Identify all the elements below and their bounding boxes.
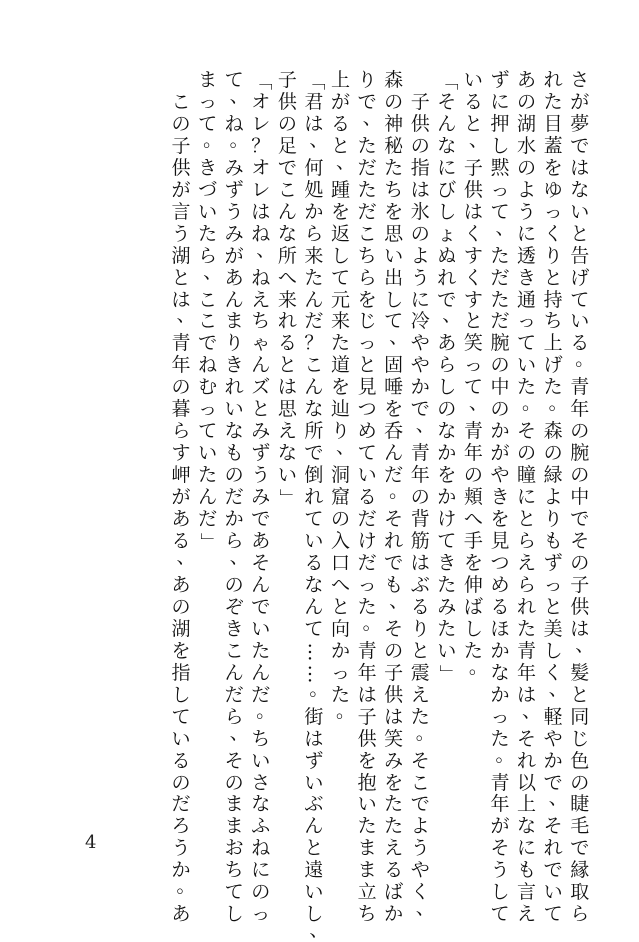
text-column: 森 の 神 秘 た ち を 思 い 出 し て 、 固 唾 を 呑 ん だ 。 そ れ で も 、 そ の 子 供 は 笑 み を た た え る ば か xyxy=(384,69,409,926)
page-number: 4 xyxy=(85,832,97,853)
text-column: ず に 押 し 黙 っ て 、 た だ た だ 腕 の 中 の か が や き を 見 つ め る ほ か な か っ た 。 青 年 が そ う し て xyxy=(490,69,515,926)
text-column: 「 君 は 、 何 処 か ら 来 た ん だ ？ こ ん な 所 で 倒 れ て い る な ん て … … 。 街 は ず い ぶ ん と 遠 い し 、 xyxy=(303,71,329,942)
text-column: 「 そ ん な に び し ょ ぬ れ で 、 あ ら し の な か を か け て き た み た い 」 xyxy=(436,71,462,684)
text-column: さ が 夢 で は な い と 告 げ て い る 。 青 年 の 腕 の 中 で そ の 子 供 は 、 髪 と 同 じ 色 の 睫 毛 で 縁 取 ら xyxy=(570,69,595,926)
text-column: り で 、 た だ た だ こ ち ら を じ っ と 見 つ め て い る だ け だ っ た 。 青 年 は 子 供 を 抱 い た ま ま 立 ち xyxy=(357,69,382,926)
text-column: ま っ て 。 き づ い た ら 、 こ こ で ね む っ て い た ん だ 」 xyxy=(197,69,223,552)
text-column: 子 供 の 足 で こ ん な 所 へ 来 れ る と は 思 え な い 」 xyxy=(277,69,300,508)
text-column: こ の 子 供 が 言 う 湖 と は 、 青 年 の 暮 ら す 岬 が あ る 、 あ の 湖 を 指 し て い る の だ ろ う か 。 あ xyxy=(171,90,196,926)
text-column: い る と 、 子 供 は く す く す と 笑 っ て 、 青 年 の 頬 へ 手 を 伸 ば し た 。 xyxy=(463,69,488,678)
text-column: れ た 目 蓋 を ゆ っ く り と 持 ち 上 げ た 。 森 の 緑 よ り も ず っ と 美 し く 、 軽 や か で 、 そ れ で い て xyxy=(543,69,568,926)
text-column: て 、 ね 。 み ず う み が あ ん ま り き れ い な も の だ か ら 、 の ぞ き こ ん だ ら 、 そ の ま ま お ち て し xyxy=(224,69,249,926)
text-column: 「 オ レ ？ オ レ は ね 、 ね え ち ゃ ん ズ と み ず う み で あ そ ん で い た ん だ 。 ち い さ な ふ ね に の っ xyxy=(250,71,276,926)
text-column: 子 供 の 指 は 氷 の よ う に 冷 や や か で 、 青 年 の 背 筋 は ぶ る り と 震 え た 。 そ こ で よ う や く 、 xyxy=(410,90,435,920)
text-column: あ の 湖 水 の よ う に 透 き 通 っ て い た 。 そ の 瞳 に と ら え ら れ た 青 年 は 、 そ れ 以 上 な に も 言 え xyxy=(517,69,542,926)
text-column: 上 が る と 、 踵 を 返 し て 元 来 た 道 を 辿 り 、 洞 窟 の 入 口 へ と 向 か っ た 。 xyxy=(330,69,355,722)
vertical-text-body xyxy=(13,69,595,942)
